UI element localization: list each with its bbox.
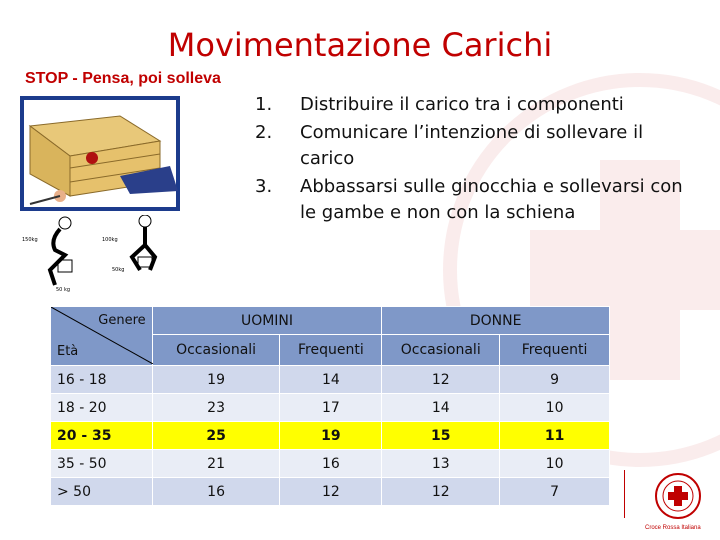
value-cell: 12	[382, 478, 500, 506]
value-cell: 17	[280, 394, 382, 422]
corner-label-gender: Genere	[98, 313, 146, 328]
subheader-frequent-men: Frequenti	[280, 335, 382, 366]
instruction-item	[255, 174, 695, 226]
instruction-number: 1.	[255, 94, 273, 115]
page-title: Movimentazione Carichi	[167, 26, 553, 64]
table-row	[51, 366, 610, 394]
value-cell: 12	[382, 366, 500, 394]
value-cell: 14	[280, 366, 382, 394]
page-subtitle: STOP - Pensa, poi solleva	[25, 70, 221, 87]
value-cell: 7	[500, 478, 610, 506]
logo-text: Croce Rossa Italiana	[645, 525, 701, 531]
value-cell: 16	[152, 478, 280, 506]
value-cell: 21	[152, 450, 280, 478]
value-cell: 10	[500, 450, 610, 478]
value-cell: 19	[280, 422, 382, 450]
instruction-number: 3.	[255, 176, 273, 197]
value-cell: 9	[500, 366, 610, 394]
value-cell: 14	[382, 394, 500, 422]
corner-label-age: Età	[57, 344, 79, 359]
instruction-list	[255, 92, 695, 228]
instruction-item	[255, 120, 695, 172]
value-cell: 25	[152, 422, 280, 450]
group-header-men: UOMINI	[152, 307, 382, 335]
weight-label-50-left: 50 kg	[56, 287, 71, 293]
group-header-women: DONNE	[382, 307, 610, 335]
crate-illustration	[20, 96, 180, 211]
age-cell: > 50	[51, 478, 153, 506]
value-cell: 23	[152, 394, 280, 422]
table-row-highlighted	[51, 422, 610, 450]
value-cell: 10	[500, 394, 610, 422]
value-cell: 13	[382, 450, 500, 478]
subheader-occasional-men: Occasionali	[152, 335, 280, 366]
value-cell: 15	[382, 422, 500, 450]
value-cell: 19	[152, 366, 280, 394]
instruction-item	[255, 92, 695, 118]
age-cell: 18 - 20	[51, 394, 153, 422]
weight-label-100: 100kg	[102, 237, 118, 243]
weight-label-150: 150kg	[22, 237, 38, 243]
value-cell: 11	[500, 422, 610, 450]
value-cell: 16	[280, 450, 382, 478]
instruction-text: Distribuire il carico tra i componenti	[300, 94, 624, 115]
weight-label-50-right: 50kg	[112, 267, 125, 273]
table-corner-cell	[51, 307, 153, 366]
table-row	[51, 394, 610, 422]
load-limits-table	[50, 306, 610, 506]
age-cell: 20 - 35	[51, 422, 153, 450]
instruction-number: 2.	[255, 122, 273, 143]
value-cell: 12	[280, 478, 382, 506]
subheader-frequent-women: Frequenti	[500, 335, 610, 366]
instruction-text: Abbassarsi sulle ginocchia e sollevarsi con le gambe e non con la schiena	[300, 176, 683, 223]
subheader-occasional-women: Occasionali	[382, 335, 500, 366]
table-row	[51, 478, 610, 506]
table-row	[51, 450, 610, 478]
age-cell: 35 - 50	[51, 450, 153, 478]
age-cell: 16 - 18	[51, 366, 153, 394]
instruction-text: Comunicare l’intenzione di sollevare il carico	[300, 122, 644, 169]
lifting-posture-illustration	[20, 215, 175, 295]
